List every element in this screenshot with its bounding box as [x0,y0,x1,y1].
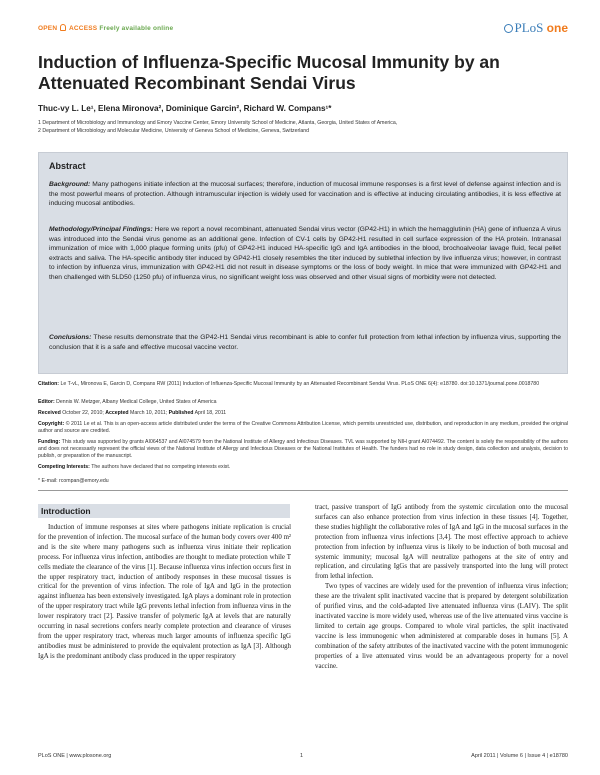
affiliation-1: 1 Department of Microbiology and Immunology and Emory Vaccine Center, Emory University School of Medicine, Atlanta, Georgia, United States of America, [38,120,398,126]
journal-logo: PLoS one [504,20,569,36]
corresponding-email[interactable]: * E-mail: rcompan@emory.edu [38,478,109,484]
affiliation-2: 2 Department of Microbiology and Molecular Medicine, University of Geneva School of Medicine, Geneva, Switzerland [38,128,310,134]
lock-icon [60,24,66,31]
intro-right-column [315,503,568,671]
open-label: OPEN [38,25,58,32]
abstract-box [38,152,568,374]
plos-logo-icon [504,24,513,33]
intro-left-column [38,523,291,662]
citation: Citation: Le T-vL, Mironova E, Garcin D, Compans RW (2011) Induction of Influenza-Specific Mucosal Immunity by an Attenuated Recombinant Sendai Virus. PLoS ONE 6(4): e18780. doi:10.1371/journal.pone.0018780 [38,381,540,387]
article-title: Induction of Influenza-Specific Mucosal Immunity by an Attenuated Recombinant Sendai Virus [38,52,500,93]
competing-interests: Competing Interests: The authors have declared that no competing interests exist. [38,464,231,470]
footer-journal: PLoS ONE | www.plosone.org [38,753,112,759]
introduction-heading: Introduction [38,504,290,518]
funding: Funding: This study was supported by grants AI064537 and AI074579 from the National Institute of Allergy and Infectious Diseases. TVL was supported by NIH grant AI074492. The content is solely the responsibility of the authors and does not necessarily represent the official views of the National Institute of Allergy and Infectious Diseases or the National Institutes of Health. The funders had no role in study design, data collection and analysis, decision to publish, or preparation of the manuscript. [38,439,568,459]
freely-available-label: Freely available online [99,25,174,32]
page-number: 1 [300,753,304,759]
abstract-conclusions: Conclusions: These results demonstrate that the GP42-H1 Sendai virus recombinant is able to confer full protection from lethal infection by influenza virus, supporting the conclusion that it is a safe and effective mucosal vaccine vector. [49,334,561,351]
section-divider [38,490,568,491]
abstract-background: Background: Many pathogens initiate infection at the mucosal surfaces; therefore, induction of mucosal immune responses is a first level of defense against infection and is the most powerful means of protection. Although intramuscular injection is widely used for vaccination and is effective at inducing circulating antibodies, it is less effective at inducing mucosal antibodies. [49,181,561,207]
intro-paragraph: Induction of immune responses at sites where pathogens initiate replication is crucial for the prevention of infection. The mucosal surface of the human body covers over 400 m² and is the site where many pathogens such as influenza virus initiate their replication process. For influenza virus infection, antibodies are thought to mediate protection while T cells mediate the clearance of the virus [1]. Because influenza virus infection occurs first in the upper respiratory tract, induction of antibody responses in these mucosal tissues is critical for the prevention of virus infection. The role of IgA and IgG in the protection against influenza has been extensively investigated. IgA plays a dominant role in protection of the upper respiratory tract while IgG prevents lethal infection from influenza virus in the lower respiratory tract [2]. Passive transfer of polymeric IgA at levels that are naturally occurring in nasal secretions confers nearly complete protection and clearance of viruses from the upper respiratory tract, whereas much larger amounts of influenza specific IgG antibodies must be administered to provide the equivalent protection as IgA [3]. Although IgA is the predominant antibody class produced in the upper respiratory [38,524,291,660]
abstract-methods: Methodology/Principal Findings: Here we report a novel recombinant, attenuated Sendai virus vector (GP42-H1) in which the hemagglutinin (HA) gene of influenza A virus was introduced into the Sendai virus genome as an additional gene. Infection of CV-1 cells by GP42-H1 resulted in cell surface expression of the HA protein. Intranasal immunization of mice with 1,000 plaque forming units (pfu) of GP42-H1 induced HA-specific IgG and IgA antibodies in the blood, brochoalveolar lavage fluid, fecal pellet extracts and saliva. The HA-specific antibody titer induced by GP42-H1 closely resembles the titer induced by sublethal infection by live influenza virus; however, in contrast to infection by influenza virus, immunization with GP42-H1 did not result in disease symptoms or the loss of body weight. In mice that were immunized with GP42-H1 and then challenged with 5LD50 (1250 pfu) of influenza virus, no significant weight loss was observed and other visual signs of morbidity were not detected. [49,226,561,281]
open-access-badge [38,24,173,32]
journal-header [38,22,568,40]
abstract-heading: Abstract [49,161,86,171]
footer-issue: April 2011 | Volume 6 | Issue 4 | e18780 [471,753,568,759]
editor: Editor: Dennis W. Metzger, Albany Medical College, United States of America [38,399,217,405]
copyright: Copyright: © 2011 Le et al. This is an open-access article distributed under the terms of the Creative Commons Attribution License, which permits unrestricted use, distribution, and reproduction in any medium, provided the original author and source are credited. [38,421,568,434]
author-list: Thuc-vy L. Le¹, Elena Mironova², Dominique Garcin², Richard W. Compans¹* [38,104,332,113]
dates: Received October 22, 2010; Accepted March 10, 2011; Published April 18, 2011 [38,410,227,416]
intro-paragraph: tract, passive transport of IgG antibody from the systemic circulation onto the mucosal surfaces can also enhance protection from virus infection in these tissues [4]. Together, these studies highlight the collaborative roles of IgA and IgG in the mucosal surfaces in the protection from influenza virus infections [3,4]. The most effective approach to achieve protection from infection by influenza virus is likely to be induction of both mucosal and systemic immunity; mucosal IgA will neutralize pathogens at the site of entry and replication, and circulating IgGs that are passively transported into the lung will protect from lethal infection. [315,504,568,581]
intro-paragraph: Two types of vaccines are widely used for the prevention of influenza virus infection; these are the trivalent split inactivated vaccine that is prepared by detergent solubilization of purified virus, and the cold-adapted live attenuated influenza virus (LAIV). The split inactivated vaccine is more widely used, whereas use of the live attenuated virus vaccine is limited to certain age groups. Compared to whole viral particles, the split inactivated vaccine is less immunogenic when administered at comparable doses in humans [5]. A combination of the safety attributes of the inactivated vaccine with the potent immunogenic properties of a live attenuated virus would be an advantageous property for a novel vaccine. [315,583,568,670]
access-label: ACCESS [69,25,98,32]
